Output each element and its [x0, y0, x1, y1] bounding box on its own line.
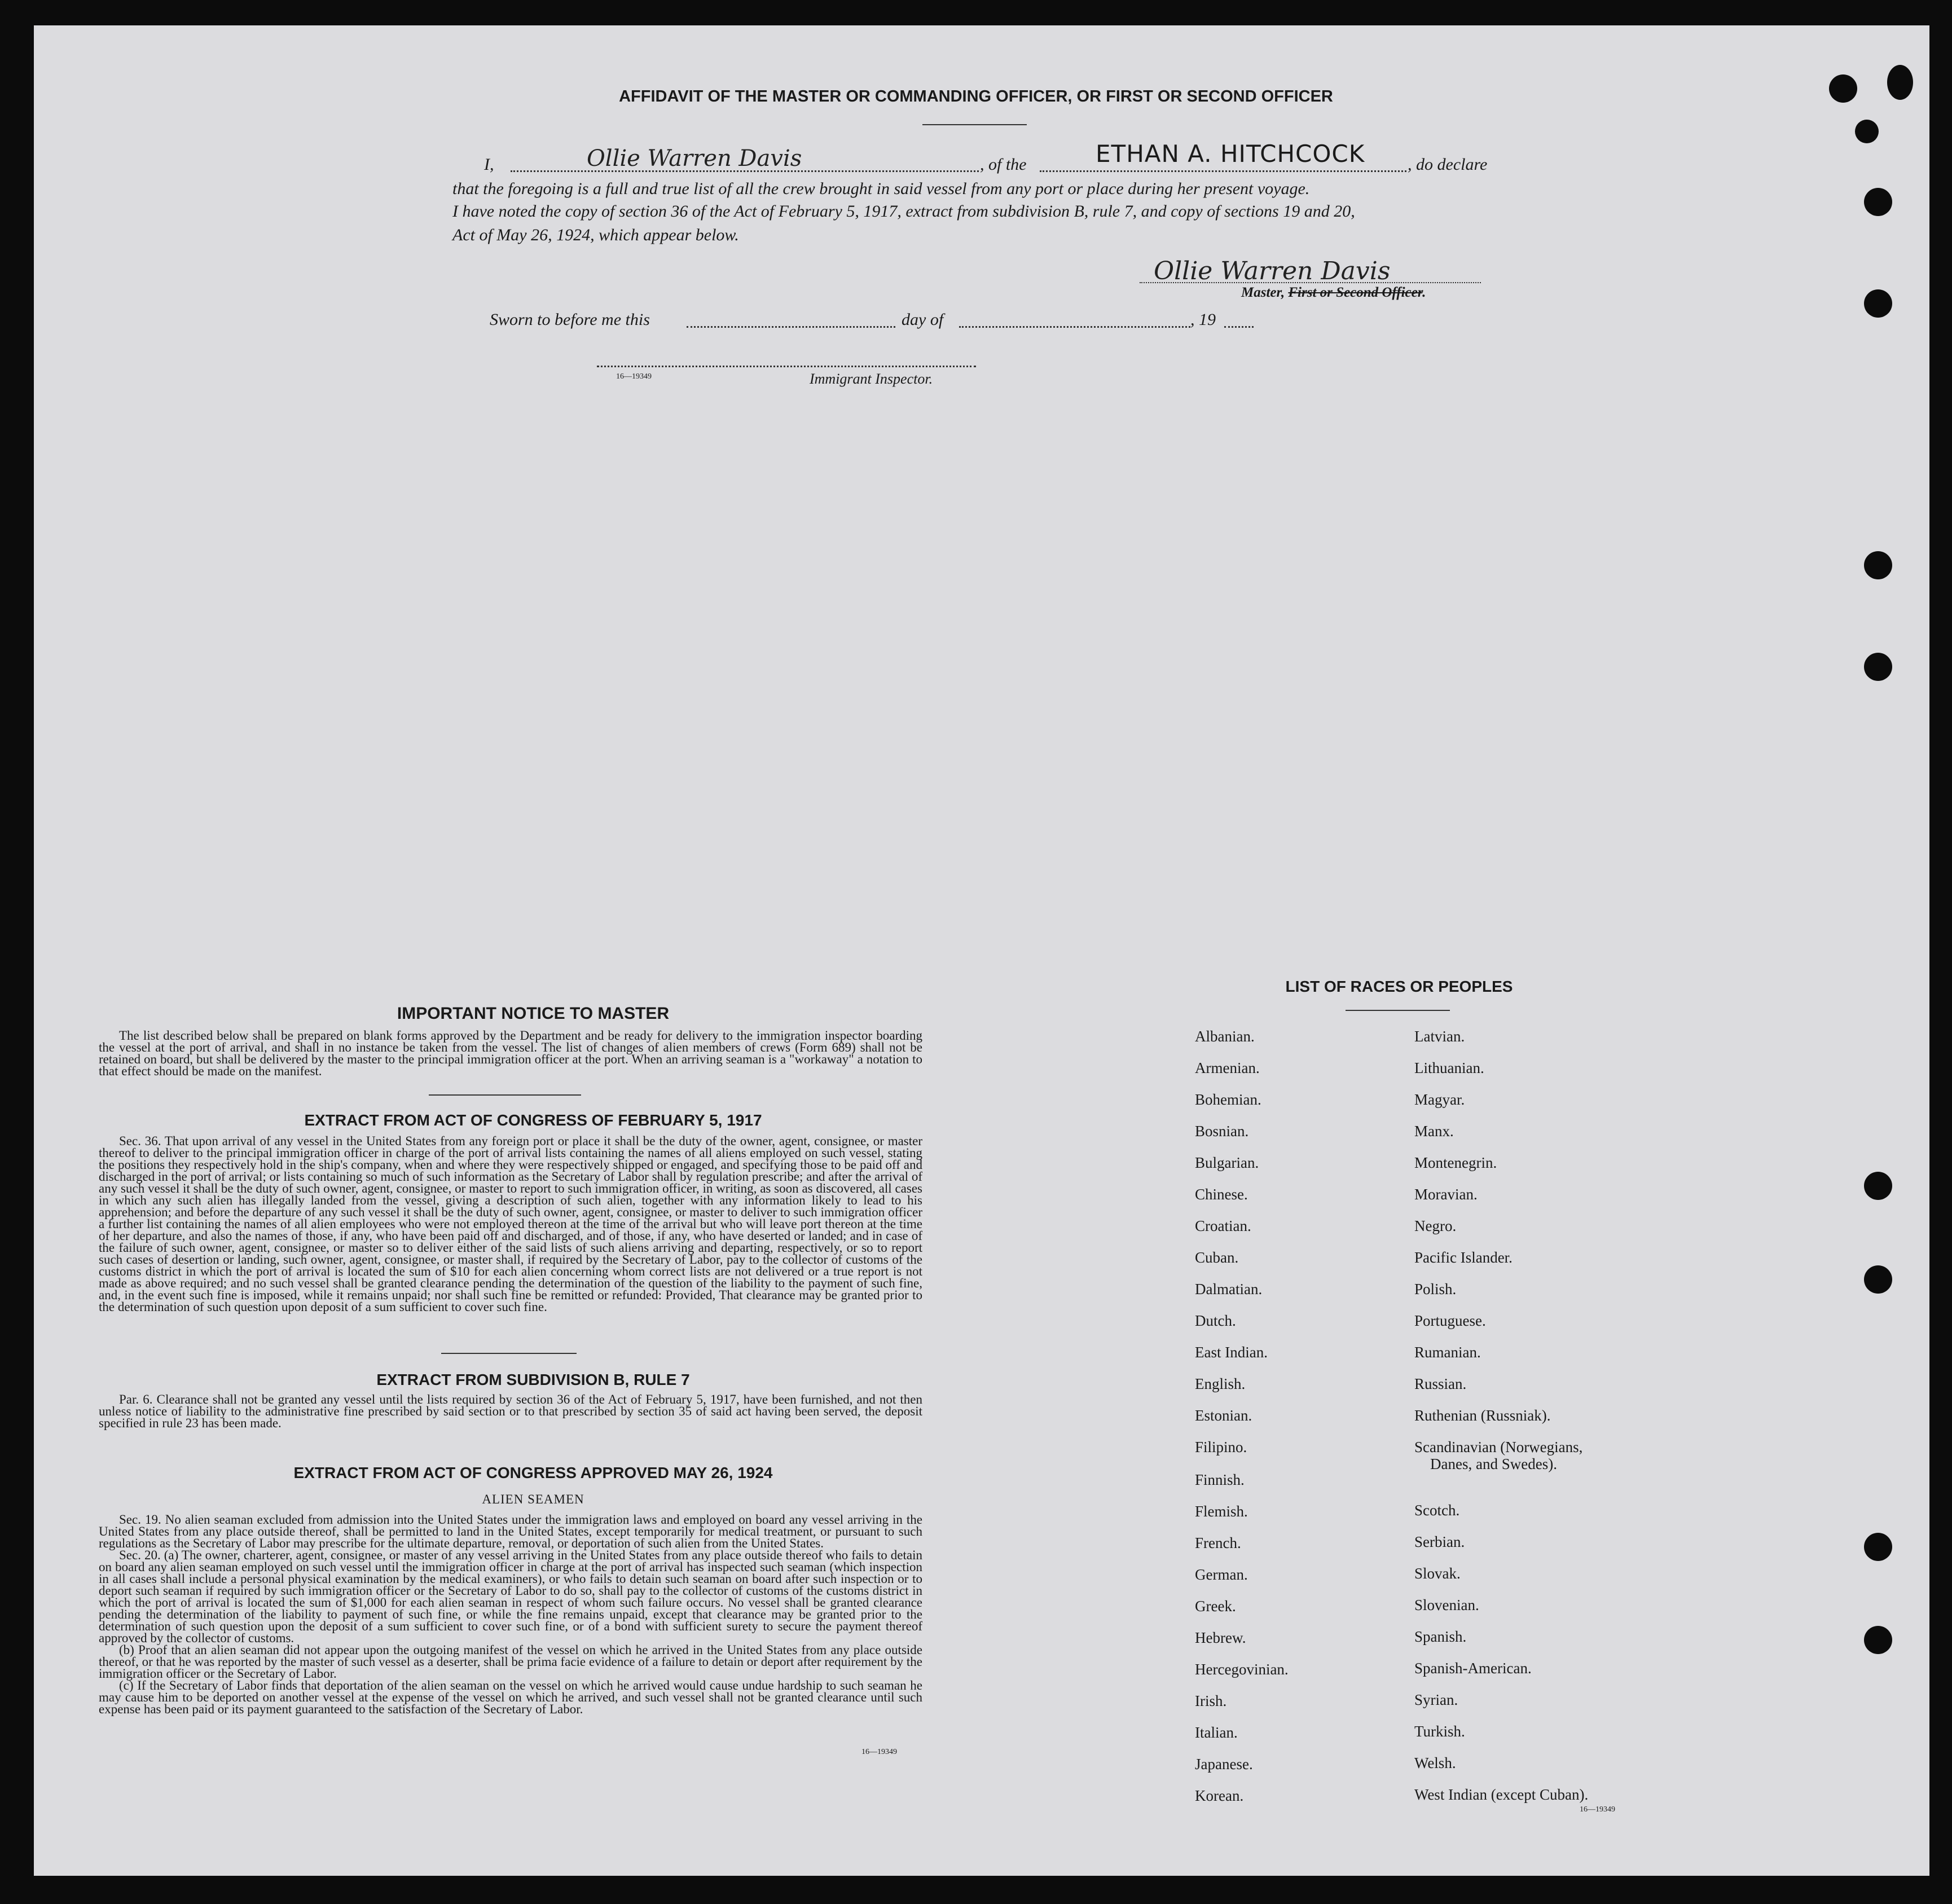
race-item: Chinese. [1195, 1186, 1248, 1203]
affidavit-line-4: Act of May 26, 1924, which appear below. [452, 226, 739, 244]
race-item: Montenegrin. [1414, 1154, 1497, 1171]
role-end: . [1422, 285, 1426, 300]
extract-1924-title: EXTRACT FROM ACT OF CONGRESS APPROVED MAY 26, 1924 [293, 1464, 773, 1481]
race-item: Spanish. [1414, 1628, 1467, 1645]
race-item: Dalmatian. [1195, 1281, 1263, 1298]
race-item: Irish. [1195, 1692, 1227, 1709]
extract-1924-subtitle: ALIEN SEAMEN [482, 1492, 584, 1506]
race-item: Greek. [1195, 1598, 1236, 1615]
punch-hole [1829, 74, 1857, 103]
race-item: Russian. [1414, 1375, 1467, 1392]
race-item: Bulgarian. [1195, 1154, 1259, 1171]
master-signature-line [1140, 282, 1481, 283]
race-item: Korean. [1195, 1787, 1244, 1804]
race-item: German. [1195, 1566, 1248, 1583]
race-item: Ruthenian (Russniak). [1414, 1407, 1551, 1424]
race-item: Pacific Islander. [1414, 1249, 1513, 1266]
race-item: Hebrew. [1195, 1629, 1246, 1646]
race-item: Filipino. [1195, 1439, 1247, 1456]
extract-1917-body [99, 1135, 922, 1313]
race-item: East Indian. [1195, 1344, 1268, 1361]
punch-hole [1864, 1265, 1892, 1294]
master-signature: Ollie Warren Davis [1154, 257, 1391, 285]
race-item: Albanian. [1195, 1028, 1255, 1045]
do-declare-label: , do declare [1408, 155, 1488, 174]
extract-1917-divider [441, 1353, 577, 1354]
day-of-label: day of [902, 310, 944, 329]
vessel-line [1040, 170, 1406, 172]
race-item: Croatian. [1195, 1217, 1251, 1234]
notice-body [99, 1030, 922, 1077]
punch-hole [1864, 289, 1892, 318]
affidavit-line-3: I have noted the copy of section 36 of the Act of February 5, 1917, extract from subdivision B, rule 7, and copy of sections 19 and 20, [452, 202, 1355, 221]
inspector-line [597, 366, 976, 367]
sworn-year-line [1224, 326, 1254, 328]
race-item: West Indian (except Cuban). [1414, 1786, 1589, 1803]
notice-title: IMPORTANT NOTICE TO MASTER [397, 1004, 670, 1023]
race-item: Japanese. [1195, 1756, 1253, 1773]
extract-1917-text: Sec. 36. That upon arrival of any vessel in the United States from any foreign port or place it shall be the duty of the owner, agent, consignee, or master thereof to deliver to the principal immigration officer in charge of the port of arrival lists containing the names of all aliens employed on such vessel, stating the positions they respectively hold in the ship's company, when and where they were respectively shipped or engaged, and specifying those to be paid off and discharged in the port of arrival; or lists containing so much of such information as the Secretary of Labor shall by regulation prescribe; and after the arrival of any such vessel it shall be the duty of such owner, agent, consignee, or master to report to such immigration officer, in writing, as soon as discovered, all cases in which any such alien has illegally landed from the vessel, giving a description of such alien, together with any information likely to lead to his apprehension; and before the departure of any such vessel it shall be the duty of such owner, agent, consignee, or master to deliver to such immigration officer a further list containing the names of all alien employees who were not employed thereon at the time of the arrival but who will leave port thereon at the time of her departure, and also the names of those, if any, who have been paid off and discharged, and of those, if any, who have deserted or landed; and in case of the failure of such owner, agent, consignee, or master so to deliver either of the said lists of such aliens arriving and departing, respectively, or so to report such cases of desertion or landing, such owner, agent, consignee, or master shall, if required by the Secretary of Labor, pay to the collector of customs of the customs district in which the port of arrival is located the sum of $10 for each alien concerning whom correct lists are not delivered or a true report is not made as above required; and no such vessel shall be granted clearance pending the determination of the question of the liability to the payment of such fine, and, in the event such fine is imposed, while it remains unpaid; nor shall such fine be remitted or refunded: Provided, That clearance may be granted prior to the determination of such question upon deposit of a sum sufficient to cover such fine. [99, 1134, 922, 1314]
role-master: Master, [1241, 285, 1289, 300]
race-item: Welsh. [1414, 1755, 1456, 1771]
race-item: Slovak. [1414, 1565, 1461, 1582]
extract-1924-sec20c: (c) If the Secretary of Labor finds that deportation of the alien seaman on the vessel on which he arrived would cause undue hardship to such seaman he may cause him to be deported on another vessel at the expense of the vessel on which he arrived, and such vessel shall not be granted clearance until such expense has been paid or its payment guaranteed to the satisfaction of the Secretary of Labor. [99, 1678, 922, 1716]
race-item: Turkish. [1414, 1723, 1465, 1740]
race-item: Polish. [1414, 1281, 1457, 1298]
punch-hole [1864, 1172, 1892, 1200]
title-underline [922, 124, 1027, 125]
extract-1917-title: EXTRACT FROM ACT OF CONGRESS OF FEBRUARY 5, 1917 [304, 1111, 762, 1129]
race-item: Finnish. [1195, 1471, 1245, 1488]
race-item: Spanish-American. [1414, 1660, 1532, 1677]
race-item: Magyar. [1414, 1091, 1465, 1108]
race-item: Armenian. [1195, 1059, 1260, 1076]
extract-1924-sec19: Sec. 19. No alien seaman excluded from admission into the United States under the immigration laws and employed on board any vessel arriving in the United States from any place outside thereof, shall be permitted to land in the United States, except temporarily for medical treatment, or pursuant to such regulations as the Secretary of Labor may prescribe for the ultimate departure, removal, or deportation of such alien from the United States. [99, 1512, 922, 1550]
race-item: Slovenian. [1414, 1597, 1479, 1613]
i-label: I, [484, 155, 494, 174]
race-item: Scotch. [1414, 1502, 1460, 1519]
punch-hole [1864, 551, 1892, 579]
race-item: Serbian. [1414, 1533, 1465, 1550]
race-item: Rumanian. [1414, 1344, 1481, 1361]
notice-divider [429, 1094, 581, 1096]
race-item: Hercegovinian. [1195, 1661, 1289, 1678]
punch-hole [1887, 65, 1913, 100]
race-item: Flemish. [1195, 1503, 1248, 1520]
sworn-label: Sworn to before me this [490, 310, 650, 329]
signature-role [1241, 285, 1426, 301]
declarant-signature: Ollie Warren Davis [587, 146, 802, 172]
extract-rule7-title: EXTRACT FROM SUBDIVISION B, RULE 7 [376, 1371, 690, 1388]
extract-rule7-body [99, 1393, 922, 1429]
affidavit-line-2: that the foregoing is a full and true list of all the crew brought in said vessel from any port or place during her present voyage. [452, 179, 1310, 198]
punch-hole [1864, 1626, 1892, 1654]
sworn-day-line [687, 326, 895, 328]
race-item: Dutch. [1195, 1312, 1236, 1329]
of-the-label: , of the [980, 155, 1027, 174]
punch-hole [1864, 188, 1892, 216]
race-item: Lithuanian. [1414, 1059, 1484, 1076]
races-divider [1346, 1010, 1450, 1011]
race-item: Manx. [1414, 1123, 1454, 1140]
race-item: Danes, and Swedes). [1430, 1456, 1557, 1472]
race-item: Latvian. [1414, 1028, 1465, 1045]
punch-hole [1864, 1533, 1892, 1561]
race-item: Portuguese. [1414, 1312, 1486, 1329]
race-item: Negro. [1414, 1217, 1457, 1234]
race-item: English. [1195, 1375, 1246, 1392]
race-item: Bohemian. [1195, 1091, 1261, 1108]
punch-hole [1855, 120, 1879, 143]
race-item: Bosnian. [1195, 1123, 1249, 1140]
punch-hole [1864, 653, 1892, 681]
year-label: , 19 [1190, 310, 1216, 329]
race-item: French. [1195, 1534, 1241, 1551]
affidavit-title: AFFIDAVIT OF THE MASTER OR COMMANDING OFFICER, OR FIRST OR SECOND OFFICER [619, 87, 1333, 105]
form-number-left: 16—19349 [861, 1748, 897, 1756]
role-struck: First or Second Officer [1288, 285, 1423, 300]
races-title: LIST OF RACES OR PEOPLES [1285, 978, 1513, 995]
notice-text: The list described below shall be prepared on blank forms approved by the Department and be ready for delivery to the immigration inspector boarding the vessel at the port of arrival, and shall in no instance be taken from the vessel. The list of changes of alien members of crews (Form 689) shall not be retained on board, but shall be delivered by the master to the principal immigration officer at the port. When an arriving seaman is a "workaway" a notation to that effect should be made on the manifest. [99, 1028, 922, 1078]
extract-rule7-text: Par. 6. Clearance shall not be granted any vessel until the lists required by section 36 of the Act of February 5, 1917, have been furnished, and not then unless notice of liability to the administrative fine prescribed by said section or to that prescribed by section 35 of said act having been served, the deposit specified in rule 23 has been made. [99, 1392, 922, 1430]
race-item: Italian. [1195, 1724, 1238, 1741]
inspector-label: Immigrant Inspector. [810, 371, 933, 387]
form-number-right: 16—19349 [1580, 1805, 1615, 1814]
race-item: Syrian. [1414, 1691, 1458, 1708]
extract-1924-body [99, 1514, 922, 1715]
race-item: Estonian. [1195, 1407, 1252, 1424]
sworn-month-line [959, 326, 1190, 328]
race-item: Cuban. [1195, 1249, 1239, 1266]
vessel-name: ETHAN A. HITCHCOCK [1096, 140, 1365, 168]
extract-1924-sec20b: (b) Proof that an alien seaman did not appear upon the outgoing manifest of the vessel on which he arrived in the United States from any place outside thereof, or that he was reported by the master of such vessel as a deserter, shall be prima facie evidence of a failure to detain or deport after requirement by the immigration officer or the Secretary of Labor. [99, 1643, 922, 1681]
race-item: Scandinavian (Norwegians, [1414, 1439, 1583, 1456]
extract-1924-sec20a: Sec. 20. (a) The owner, charterer, agent, consignee, or master of any vessel arriving in the United States from any place outside thereof who fails to detain on board any alien seaman employed on such vessel until the immigration officer in charge at the port of arrival has inspected such seaman (which inspection in all cases shall include a personal physical examination by the medical examiners), or who fails to detain such seaman on board after such inspection or to deport such seaman if required by such immigration officer or the Secretary of Labor to do so, shall pay to the collector of customs of the customs district in which the port of arrival is located the sum of $1,000 for each alien seaman in respect of whom such failure occurs. No vessel shall be granted clearance pending the determination of the liability to payment of such fine, or while the fine remains unpaid, except that clearance may be granted prior to the determination of such question upon the deposit of a sum sufficient to cover such fine, or of a bond with sufficient surety to secure the payment thereof approved by the collector of customs. [99, 1548, 922, 1645]
form-number-top: 16—19349 [616, 372, 652, 381]
race-item: Moravian. [1414, 1186, 1478, 1203]
